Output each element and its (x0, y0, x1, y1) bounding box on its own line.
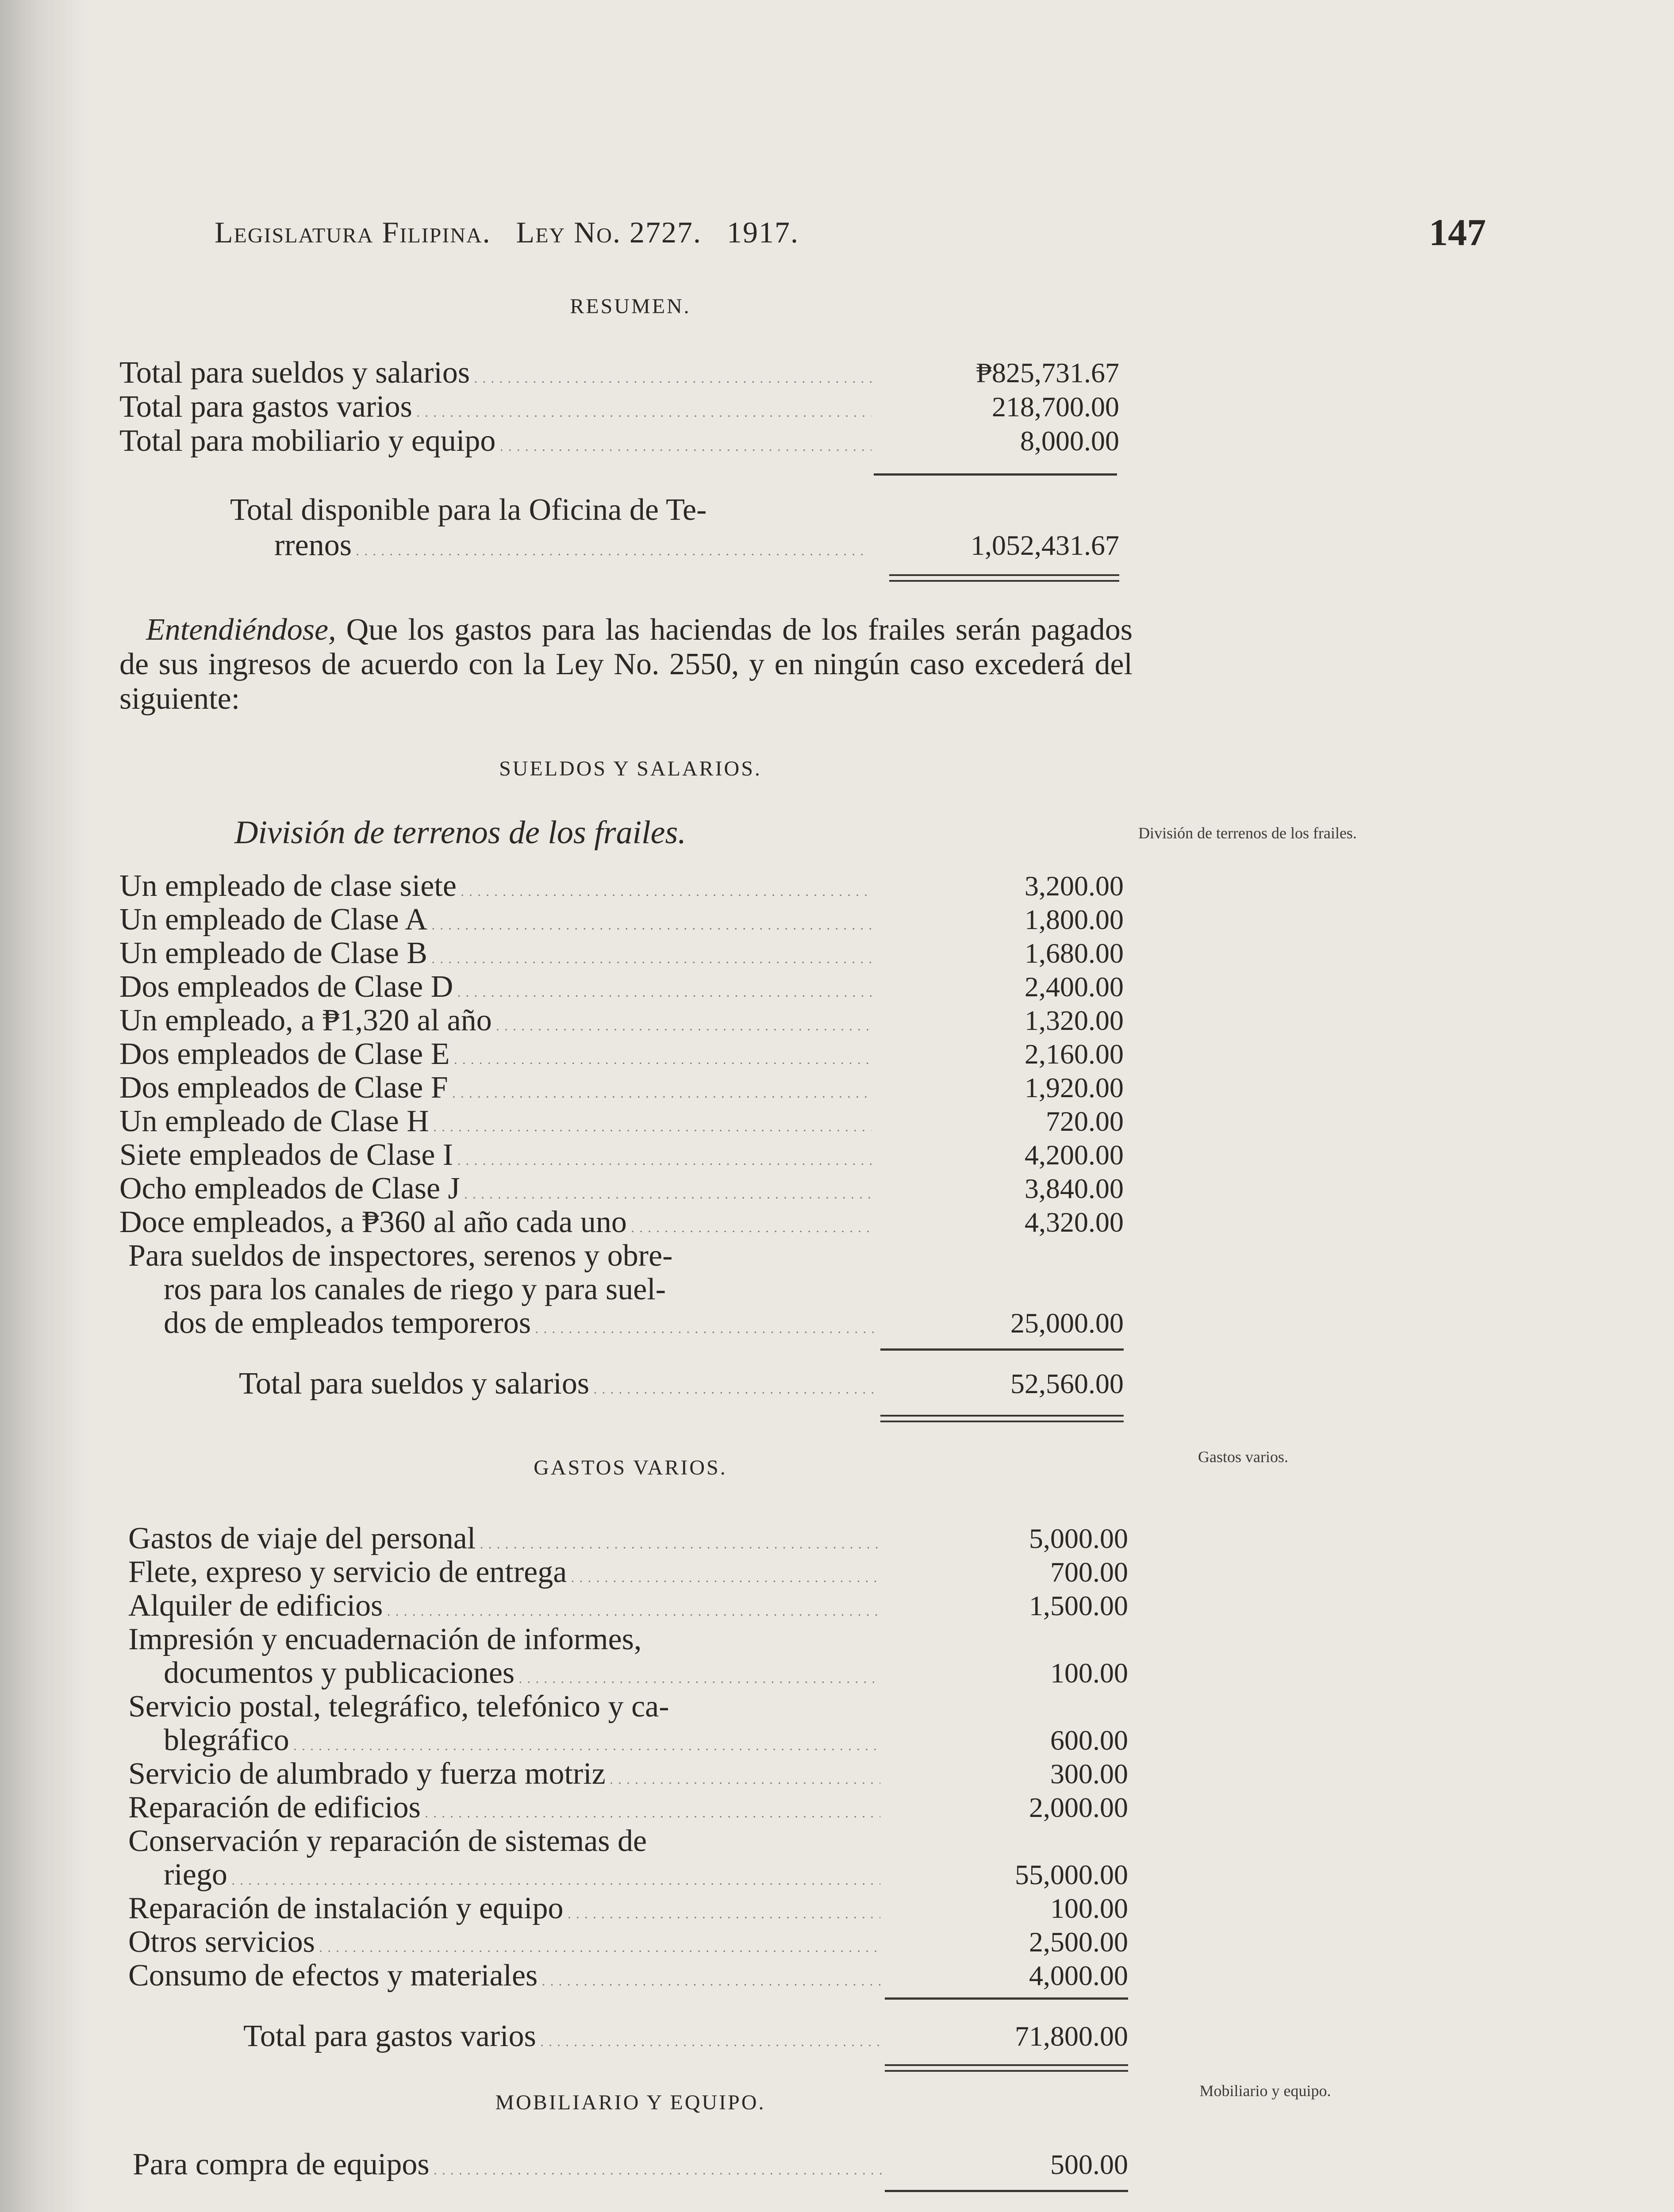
sueldos-multi-label: dos de empleados temporeros . . . (164, 1306, 880, 1346)
resumen-total-label: Total disponible para la Oficina de Te- (230, 493, 707, 527)
sueldos-row-value: 1,680.00 (1025, 937, 1124, 969)
sueldos-row (119, 903, 1124, 937)
sueldos-row-value: 2,400.00 (1025, 971, 1124, 1002)
sueldos-row-label: Un empleado de clase siete . . . (119, 869, 872, 909)
resumen-total-line1 (230, 493, 894, 527)
gastos-row (128, 1623, 1128, 1656)
gastos-row (164, 1656, 1128, 1690)
gastos-row (128, 1555, 1128, 1589)
sueldos-row (164, 1306, 1124, 1340)
sueldos-row (119, 1004, 1124, 1037)
margin-note-gastos: Gastos varios. (1198, 1448, 1288, 1466)
gastos-row-value: 100.00 (1050, 1893, 1128, 1924)
sueldos-subtitle: División de terrenos de los frailes. (234, 814, 686, 851)
sueldos-row-value: 2,160.00 (1025, 1038, 1124, 1070)
gastos-row-value: 1,500.00 (1029, 1590, 1128, 1621)
proviso-paragraph (119, 613, 1133, 716)
gastos-row-label: Servicio de alumbrado y fuerza motriz . . . (128, 1757, 880, 1797)
sueldos-row-label: Ocho empleados de Clase J . . . (119, 1172, 872, 1211)
resumen-row (119, 424, 1119, 458)
resumen-total-label-cont: rrenos . . . (274, 529, 863, 568)
sueldos-row-value: 1,800.00 (1025, 904, 1124, 935)
resumen-row-value: 218,700.00 (992, 391, 1119, 422)
gastos-row-label: blegráfico . . . (164, 1724, 880, 1763)
running-header (215, 208, 799, 257)
header-law: Ley No. 2727. (516, 215, 702, 249)
gastos-row-label: Flete, expreso y servicio de entrega . . . (128, 1555, 880, 1595)
gastos-row-label: Otros servicios . . . (128, 1925, 880, 1965)
double-rule (880, 1415, 1124, 1422)
mobiliario-title: MOBILIARIO Y EQUIPO. (495, 2091, 766, 2114)
gastos-row-label: Servicio postal, telegráfico, telefónico y ca- (128, 1690, 669, 1724)
proviso-text: Que los gastos para las haciendas de los frailes serán pagados de sus ingresos de acuerdo con la Ley No. 2550, y en ningún caso excederá del siguiente: (119, 613, 1133, 716)
margin-note-frailes: División de terrenos de los frailes. (1138, 824, 1357, 842)
resumen-row-label: Total para mobiliario y equipo . . . (119, 424, 872, 464)
sueldos-title: SUELDOS Y SALARIOS. (499, 757, 762, 780)
gastos-row-value: 100.00 (1050, 1657, 1128, 1689)
rule (885, 2190, 1128, 2192)
gastos-row-value: 2,500.00 (1029, 1926, 1128, 1958)
gastos-row-value: 2,000.00 (1029, 1792, 1128, 1823)
resumen-total-value: 1,052,431.67 (971, 530, 1119, 561)
rule (885, 1997, 1128, 2000)
sueldos-row (119, 970, 1124, 1004)
sueldos-multi-line2 (164, 1273, 916, 1306)
gastos-row-value: 55,000.00 (1015, 1859, 1128, 1890)
gastos-row-value: 4,000.00 (1029, 1960, 1128, 1991)
margin-note-mobiliario: Mobiliario y equipo. (1199, 2082, 1331, 2100)
sueldos-row-label: Un empleado de Clase A . . . (119, 903, 872, 942)
sueldos-multi-line1 (128, 1239, 880, 1273)
sueldos-row-value: 4,320.00 (1025, 1206, 1124, 1238)
sueldos-multi-label: Para sueldos de inspectores, serenos y obre- (128, 1239, 673, 1273)
gastos-row-label: Reparación de edificios . . . (128, 1791, 880, 1830)
gastos-row (128, 1959, 1128, 1993)
sueldos-row-value: 3,840.00 (1025, 1173, 1124, 1204)
sueldos-total-label: Total para sueldos y salarios . . . (239, 1367, 880, 1406)
gastos-row (128, 1522, 1128, 1555)
rule (880, 1348, 1124, 1351)
gastos-row-label: Alquiler de edificios . . . (128, 1589, 880, 1628)
sueldos-row-label: Dos empleados de Clase E . . . (119, 1037, 872, 1077)
sueldos-row (119, 1071, 1124, 1105)
gastos-row (128, 1925, 1128, 1959)
resumen-row-label: Total para gastos varios . . . (119, 390, 872, 430)
sueldos-row-value: 25,000.00 (1010, 1307, 1124, 1339)
gastos-total-value: 71,800.00 (1015, 2020, 1128, 2052)
sueldos-row (119, 1138, 1124, 1172)
gastos-row (128, 1690, 1128, 1724)
mobiliario-row-label: Para compra de equipos . . . (133, 2148, 885, 2187)
sueldos-row-label: Doce empleados, a ₱360 al año cada uno . . . (119, 1206, 872, 1245)
sueldos-row-label: Un empleado de Clase H . . . (119, 1105, 872, 1144)
mobiliario-row (133, 2148, 1128, 2181)
header-year: 1917. (726, 215, 799, 249)
sueldos-row-value: 3,200.00 (1025, 870, 1124, 902)
sueldos-total-value: 52,560.00 (1010, 1368, 1124, 1399)
gastos-row-label: Consumo de efectos y materiales . . . (128, 1959, 880, 1998)
gastos-row (128, 1589, 1128, 1623)
sueldos-row-label: Siete empleados de Clase I . . . (119, 1138, 872, 1178)
resumen-title: RESUMEN. (570, 295, 691, 318)
page-gutter-shadow (0, 0, 88, 2212)
gastos-row-value: 300.00 (1050, 1758, 1128, 1790)
gastos-row-value: 700.00 (1050, 1556, 1128, 1588)
sueldos-row (119, 1105, 1124, 1138)
gastos-row (164, 1858, 1128, 1892)
gastos-title: GASTOS VARIOS. (534, 1456, 727, 1479)
gastos-row-label: Impresión y encuadernación de informes, (128, 1623, 642, 1656)
gastos-total-label: Total para gastos varios . . . (243, 2020, 885, 2059)
sueldos-row-label: Dos empleados de Clase F . . . (119, 1071, 872, 1110)
sueldos-row (119, 1206, 1124, 1239)
gastos-row (128, 1892, 1128, 1925)
double-rule (889, 574, 1119, 582)
gastos-row-label: riego . . . (164, 1858, 880, 1897)
gastos-row (128, 1824, 1128, 1858)
page-number: 147 (1429, 211, 1486, 253)
sueldos-row (119, 869, 1124, 903)
gastos-row (128, 1757, 1128, 1791)
sueldos-row (119, 1172, 1124, 1206)
header-legislature: Legislatura Filipina. (215, 215, 491, 249)
sueldos-total (239, 1367, 1124, 1401)
proviso-lead: Entendiéndose, (146, 613, 336, 647)
gastos-row-value: 600.00 (1050, 1724, 1128, 1756)
gastos-row (164, 1724, 1128, 1757)
rule (874, 473, 1117, 476)
sueldos-row-label: Un empleado de Clase B . . . (119, 937, 872, 976)
resumen-row-label: Total para sueldos y salarios . . . (119, 356, 872, 396)
resumen-total (274, 529, 1119, 562)
sueldos-row-value: 4,200.00 (1025, 1139, 1124, 1171)
sueldos-row-label: Un empleado, a ₱1,320 al año . . . (119, 1004, 872, 1043)
sueldos-row (119, 937, 1124, 970)
gastos-total (243, 2020, 1128, 2053)
resumen-row-value: 8,000.00 (1020, 425, 1119, 457)
resumen-row (119, 356, 1119, 390)
gastos-row-label: Conservación y reparación de sistemas de (128, 1824, 647, 1858)
sueldos-row-value: 1,320.00 (1025, 1005, 1124, 1036)
sueldos-row-label: Dos empleados de Clase D . . . (119, 970, 872, 1010)
resumen-row-value: ₱825,731.67 (976, 357, 1119, 388)
gastos-row-label: documentos y publicaciones . . . (164, 1656, 880, 1696)
gastos-row-label: Gastos de viaje del personal . . . (128, 1522, 880, 1561)
resumen-row (119, 390, 1119, 424)
gastos-row-label: Reparación de instalación y equipo . . . (128, 1892, 880, 1931)
mobiliario-row-value: 500.00 (1050, 2149, 1128, 2180)
gastos-row (128, 1791, 1128, 1824)
sueldos-row-value: 1,920.00 (1025, 1072, 1124, 1103)
double-rule (885, 2064, 1128, 2072)
sueldos-row (119, 1037, 1124, 1071)
gastos-row-value: 5,000.00 (1029, 1523, 1128, 1554)
sueldos-multi-label: ros para los canales de riego y para suel- (164, 1273, 666, 1306)
sueldos-row-value: 720.00 (1046, 1106, 1124, 1137)
